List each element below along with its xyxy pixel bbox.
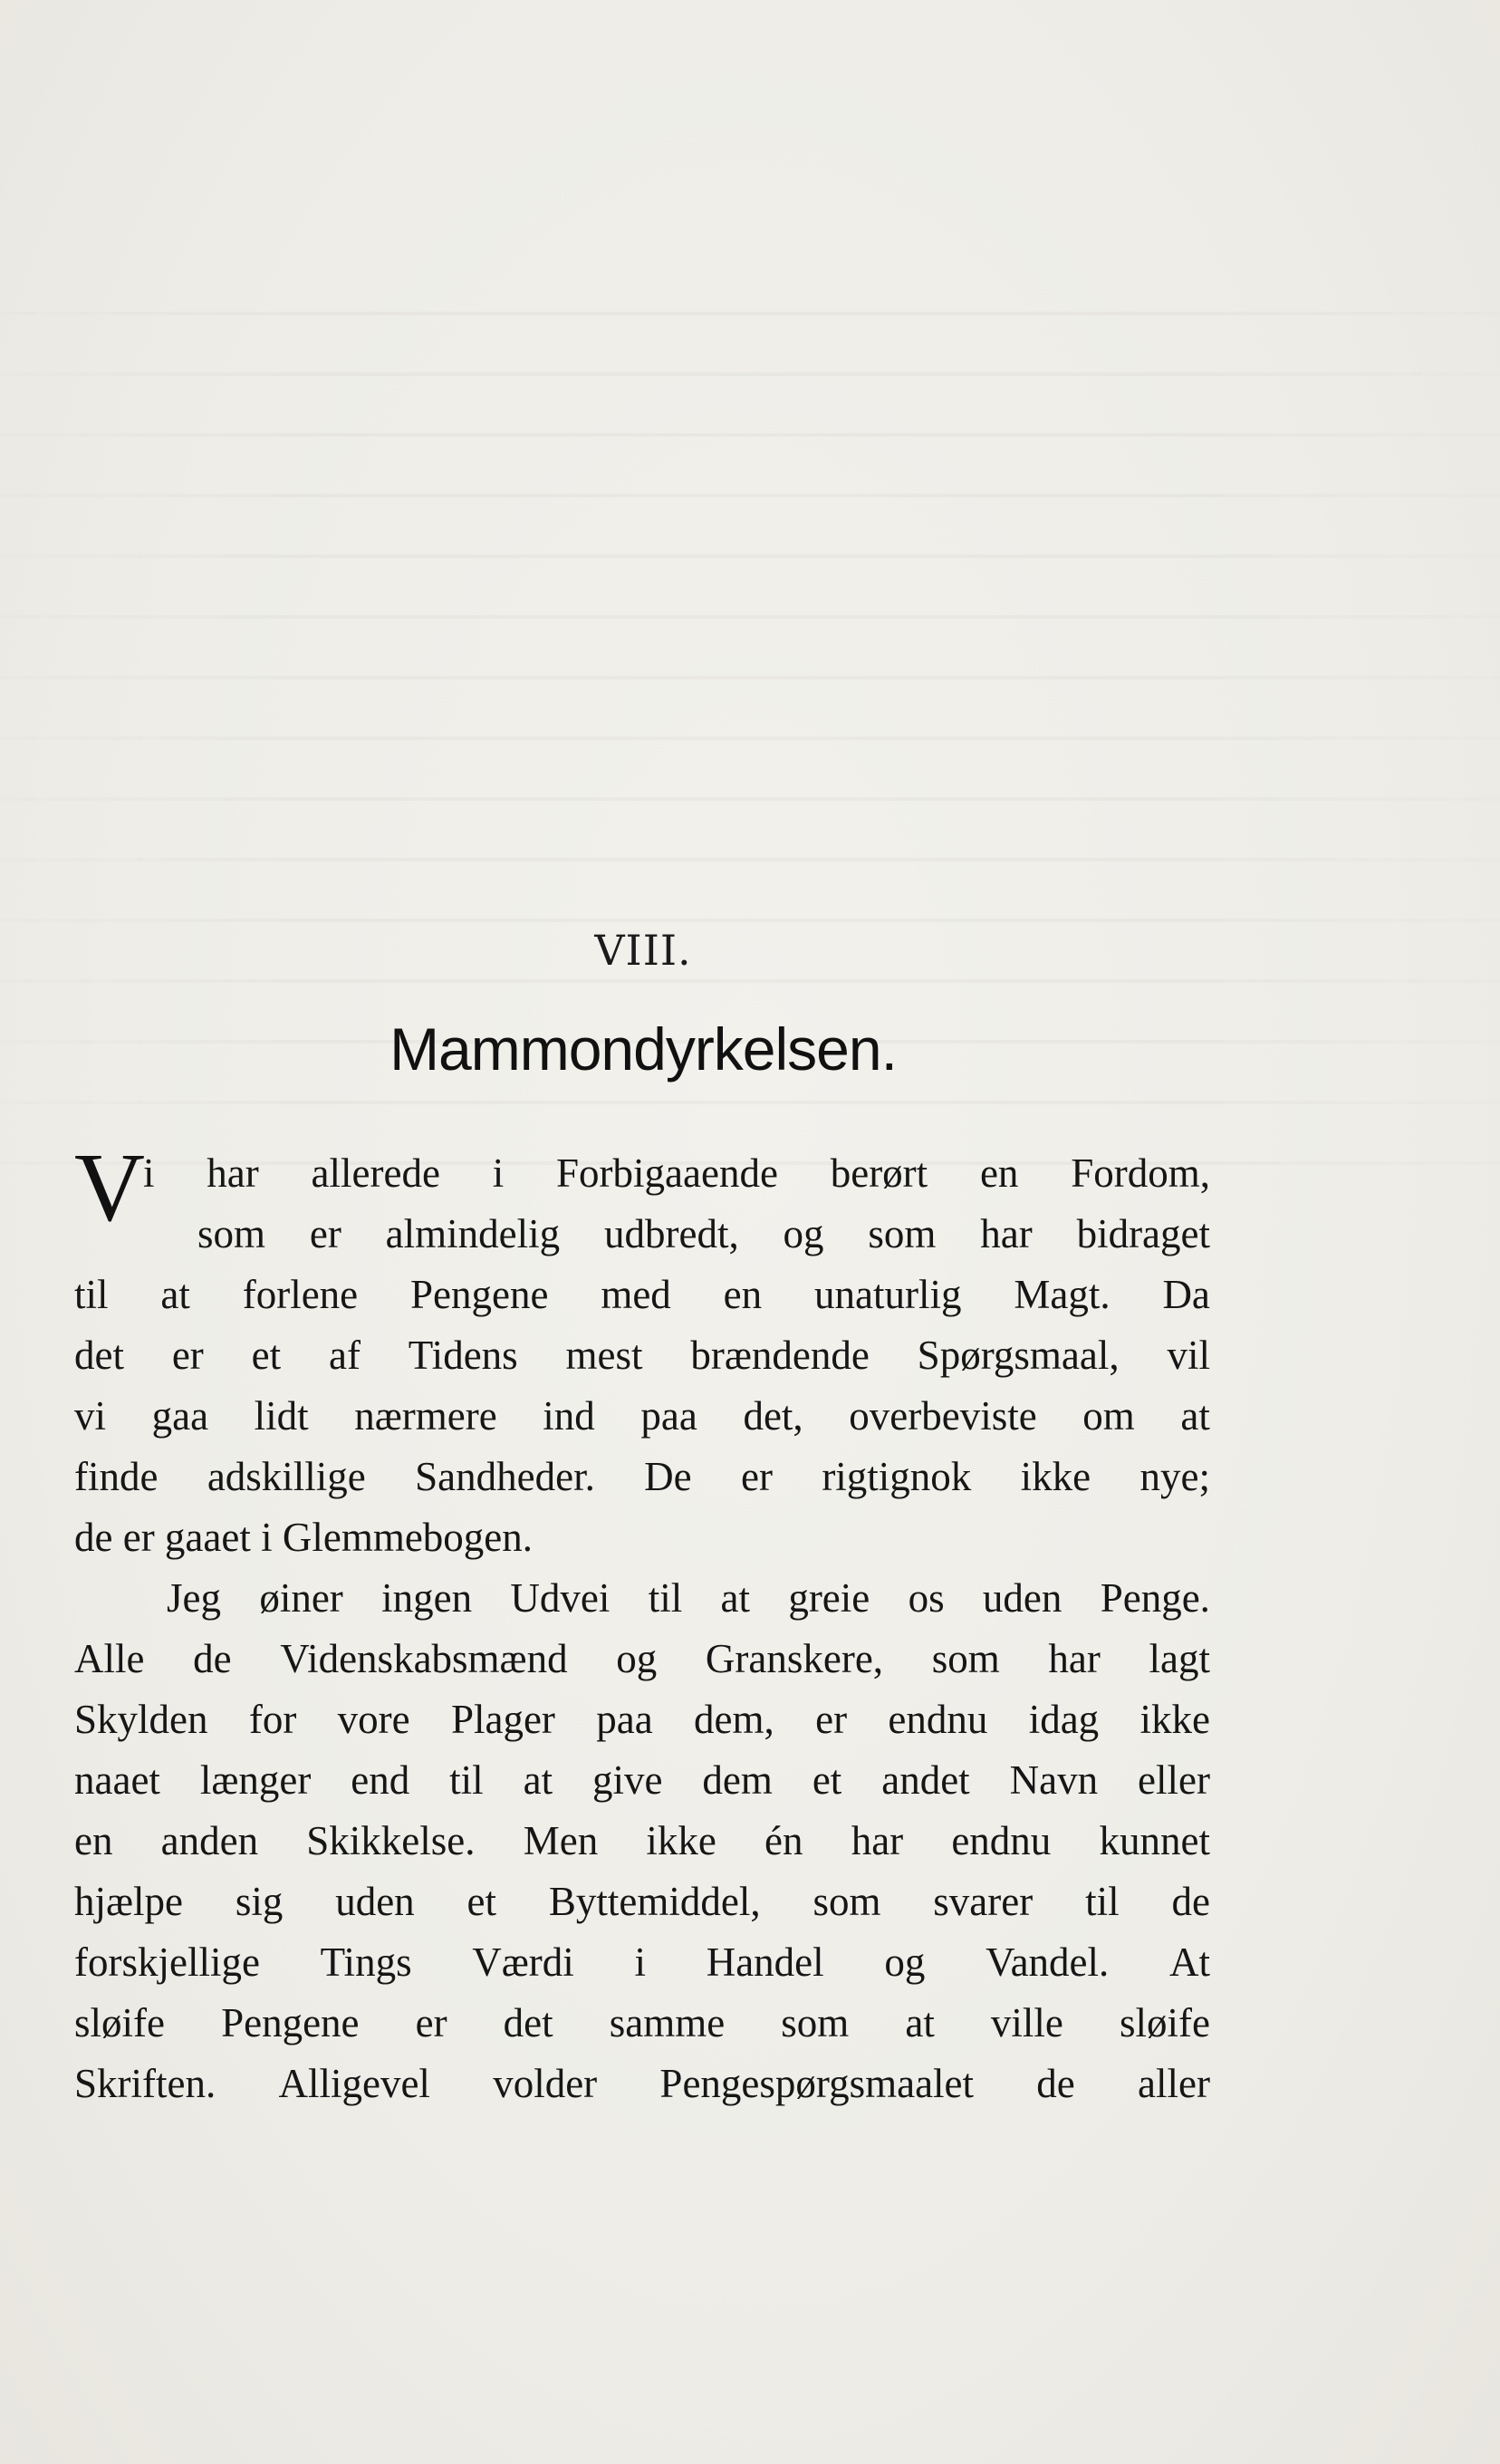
text-line (74, 1689, 1210, 1750)
word: Sandheder. (415, 1454, 595, 1499)
word: sig (235, 1879, 284, 1924)
word: en (74, 1818, 113, 1863)
word: at (720, 1575, 750, 1621)
word: anden (160, 1818, 259, 1863)
word: brændende (690, 1333, 870, 1378)
text-line (74, 2054, 1210, 2114)
word: Da (1162, 1272, 1210, 1317)
word: har (1048, 1636, 1101, 1681)
line-text: de er gaaet i Glemmebogen. (74, 1515, 534, 1560)
word: har (207, 1150, 259, 1196)
word: eller (1138, 1757, 1210, 1803)
word: Tidens (408, 1333, 518, 1378)
word: greie (788, 1575, 870, 1621)
word: At (1168, 1939, 1210, 1985)
word: Udvei (510, 1575, 611, 1621)
word: vore (337, 1697, 410, 1742)
drop-cap: V (74, 1134, 145, 1242)
word: vil (1167, 1333, 1210, 1378)
word: er (309, 1211, 341, 1256)
word: de (1036, 2061, 1075, 2106)
word: Granskere, (705, 1636, 884, 1681)
word: er (741, 1454, 773, 1499)
word: paa (596, 1697, 653, 1742)
word: aller (1138, 2061, 1210, 2106)
word: dem, (694, 1697, 774, 1742)
word: forlene (242, 1272, 359, 1317)
word: Forbigaaende (556, 1150, 778, 1196)
word: lidt (254, 1393, 309, 1439)
word: endnu (888, 1697, 988, 1742)
word: berørt (830, 1150, 928, 1196)
word: en (979, 1150, 1019, 1196)
word: De (644, 1454, 692, 1499)
word: rigtignok (822, 1454, 972, 1499)
word: med (601, 1272, 671, 1317)
word: Handel (706, 1939, 824, 1985)
word: ikke (1139, 1697, 1210, 1742)
word: er (171, 1333, 204, 1378)
word: Magt. (1014, 1272, 1111, 1317)
line-text (143, 1143, 1210, 1204)
paragraph-2 (74, 1568, 1210, 2114)
word: at (523, 1757, 553, 1803)
line-text (74, 1325, 1210, 1386)
word: det (503, 2000, 553, 2045)
word: har (851, 1818, 904, 1863)
text-line (74, 1204, 1210, 1265)
word: svarer (933, 1879, 1034, 1924)
word: det, (743, 1393, 803, 1439)
word: ind (543, 1393, 595, 1439)
word: sløife (74, 2000, 165, 2045)
word: Skylden (74, 1697, 208, 1742)
line-text (74, 1629, 1210, 1689)
line-text (74, 1993, 1210, 2054)
text-line (74, 1932, 1210, 1993)
word: et (812, 1757, 842, 1803)
word: Skriften. (74, 2061, 216, 2106)
word: at (160, 1272, 190, 1317)
word: af (328, 1333, 361, 1378)
word: som (868, 1211, 937, 1256)
line-text (74, 1932, 1210, 1993)
word: naaet (74, 1757, 160, 1803)
word: Pengene (410, 1272, 549, 1317)
word: Skikkelse. (306, 1818, 476, 1863)
line-text (74, 1689, 1210, 1750)
text-line (74, 1507, 1210, 1568)
word: og (783, 1211, 824, 1256)
text-line (74, 1447, 1210, 1507)
word: uden (335, 1879, 415, 1924)
word: mest (565, 1333, 643, 1378)
word: end (351, 1757, 410, 1803)
word: er (815, 1697, 848, 1742)
word: ville (990, 2000, 1063, 2045)
text-line (74, 1811, 1210, 1872)
word: Alligevel (278, 2061, 430, 2106)
word: give (592, 1757, 663, 1803)
word: om (1082, 1393, 1135, 1439)
word: Tings (320, 1939, 412, 1985)
line-text (74, 1265, 1210, 1325)
word: nye; (1139, 1454, 1210, 1499)
line-text (74, 1386, 1210, 1447)
word: som (931, 1636, 1000, 1681)
body-text (74, 1134, 1210, 2114)
word: de (193, 1636, 232, 1681)
word: os (908, 1575, 945, 1621)
word: andet (881, 1757, 970, 1803)
word: ikke (646, 1818, 716, 1863)
text-line (74, 1568, 1210, 1629)
word: øiner (259, 1575, 343, 1621)
word: allerede (311, 1150, 440, 1196)
word: Plager (450, 1697, 555, 1742)
line-text (74, 1750, 1210, 1811)
word: en (723, 1272, 763, 1317)
word: til (1085, 1879, 1120, 1924)
word: Fordom, (1071, 1150, 1210, 1196)
word: at (1180, 1393, 1210, 1439)
word: kunnet (1099, 1818, 1210, 1863)
line-text (197, 1204, 1210, 1265)
word: Pengene (221, 2000, 360, 2045)
word: volder (493, 2061, 598, 2106)
word: Videnskabsmænd (280, 1636, 568, 1681)
word: som (812, 1879, 881, 1924)
chapter-number: VIII. (594, 926, 692, 975)
word: én (764, 1818, 803, 1863)
word: som (781, 2000, 850, 2045)
word: Jeg (167, 1575, 221, 1621)
word: adskillige (207, 1454, 366, 1499)
line-text (74, 1447, 1210, 1507)
word: det (74, 1333, 124, 1378)
word: endnu (951, 1818, 1052, 1863)
text-line (74, 1872, 1210, 1932)
word: nærmere (354, 1393, 497, 1439)
word: almindelig (385, 1211, 561, 1256)
word: uden (982, 1575, 1062, 1621)
text-line (74, 1265, 1210, 1325)
word: er (415, 2000, 447, 2045)
word: samme (609, 2000, 726, 2045)
word: overbeviste (849, 1393, 1037, 1439)
word: sløife (1119, 2000, 1210, 2045)
word: finde (74, 1454, 159, 1499)
word: længer (199, 1757, 312, 1803)
word: et (466, 1879, 497, 1924)
word: Men (523, 1818, 599, 1863)
word: til (449, 1757, 484, 1803)
word: lagt (1149, 1636, 1210, 1681)
line-text (167, 1568, 1210, 1629)
word: Byttemiddel, (548, 1879, 761, 1924)
word: hjælpe (74, 1879, 183, 1924)
word: unaturlig (814, 1272, 962, 1317)
word: ingen (381, 1575, 473, 1621)
word: ikke (1020, 1454, 1091, 1499)
word: vi (74, 1393, 107, 1439)
word: har (980, 1211, 1033, 1256)
text-line (74, 1143, 1210, 1204)
word: bidraget (1076, 1211, 1210, 1256)
word: udbredt, (603, 1211, 739, 1256)
line-text (74, 1811, 1210, 1872)
word: Navn (1009, 1757, 1099, 1803)
word: som (197, 1211, 266, 1256)
text-line (74, 1993, 1210, 2054)
paragraph-1 (74, 1134, 1210, 1568)
text-line (74, 1750, 1210, 1811)
word: for (248, 1697, 297, 1742)
word: dem (702, 1757, 773, 1803)
line-text (74, 1872, 1210, 1932)
word: paa (640, 1393, 697, 1439)
word: gaa (151, 1393, 209, 1439)
word: idag (1028, 1697, 1100, 1742)
word: de (1171, 1879, 1210, 1924)
word: i (634, 1939, 646, 1985)
word: et (251, 1333, 282, 1378)
word: at (905, 2000, 935, 2045)
text-line (74, 1325, 1210, 1386)
word: i (143, 1150, 155, 1196)
word: og (616, 1636, 658, 1681)
word: og (884, 1939, 926, 1985)
word: forskjellige (74, 1939, 260, 1985)
word: til (648, 1575, 683, 1621)
line-text (74, 2054, 1210, 2114)
word: Værdi (472, 1939, 574, 1985)
chapter-title: Mammondyrkelsen. (389, 1015, 897, 1083)
word: Vandel. (986, 1939, 1110, 1985)
word: i (492, 1150, 505, 1196)
word: Pengespørgsmaalet (659, 2061, 975, 2106)
word: til (74, 1272, 109, 1317)
word: Alle (74, 1636, 145, 1681)
text-line (74, 1386, 1210, 1447)
word: Penge. (1100, 1575, 1210, 1621)
word: Spørgsmaal, (917, 1333, 1120, 1378)
text-line (74, 1629, 1210, 1689)
